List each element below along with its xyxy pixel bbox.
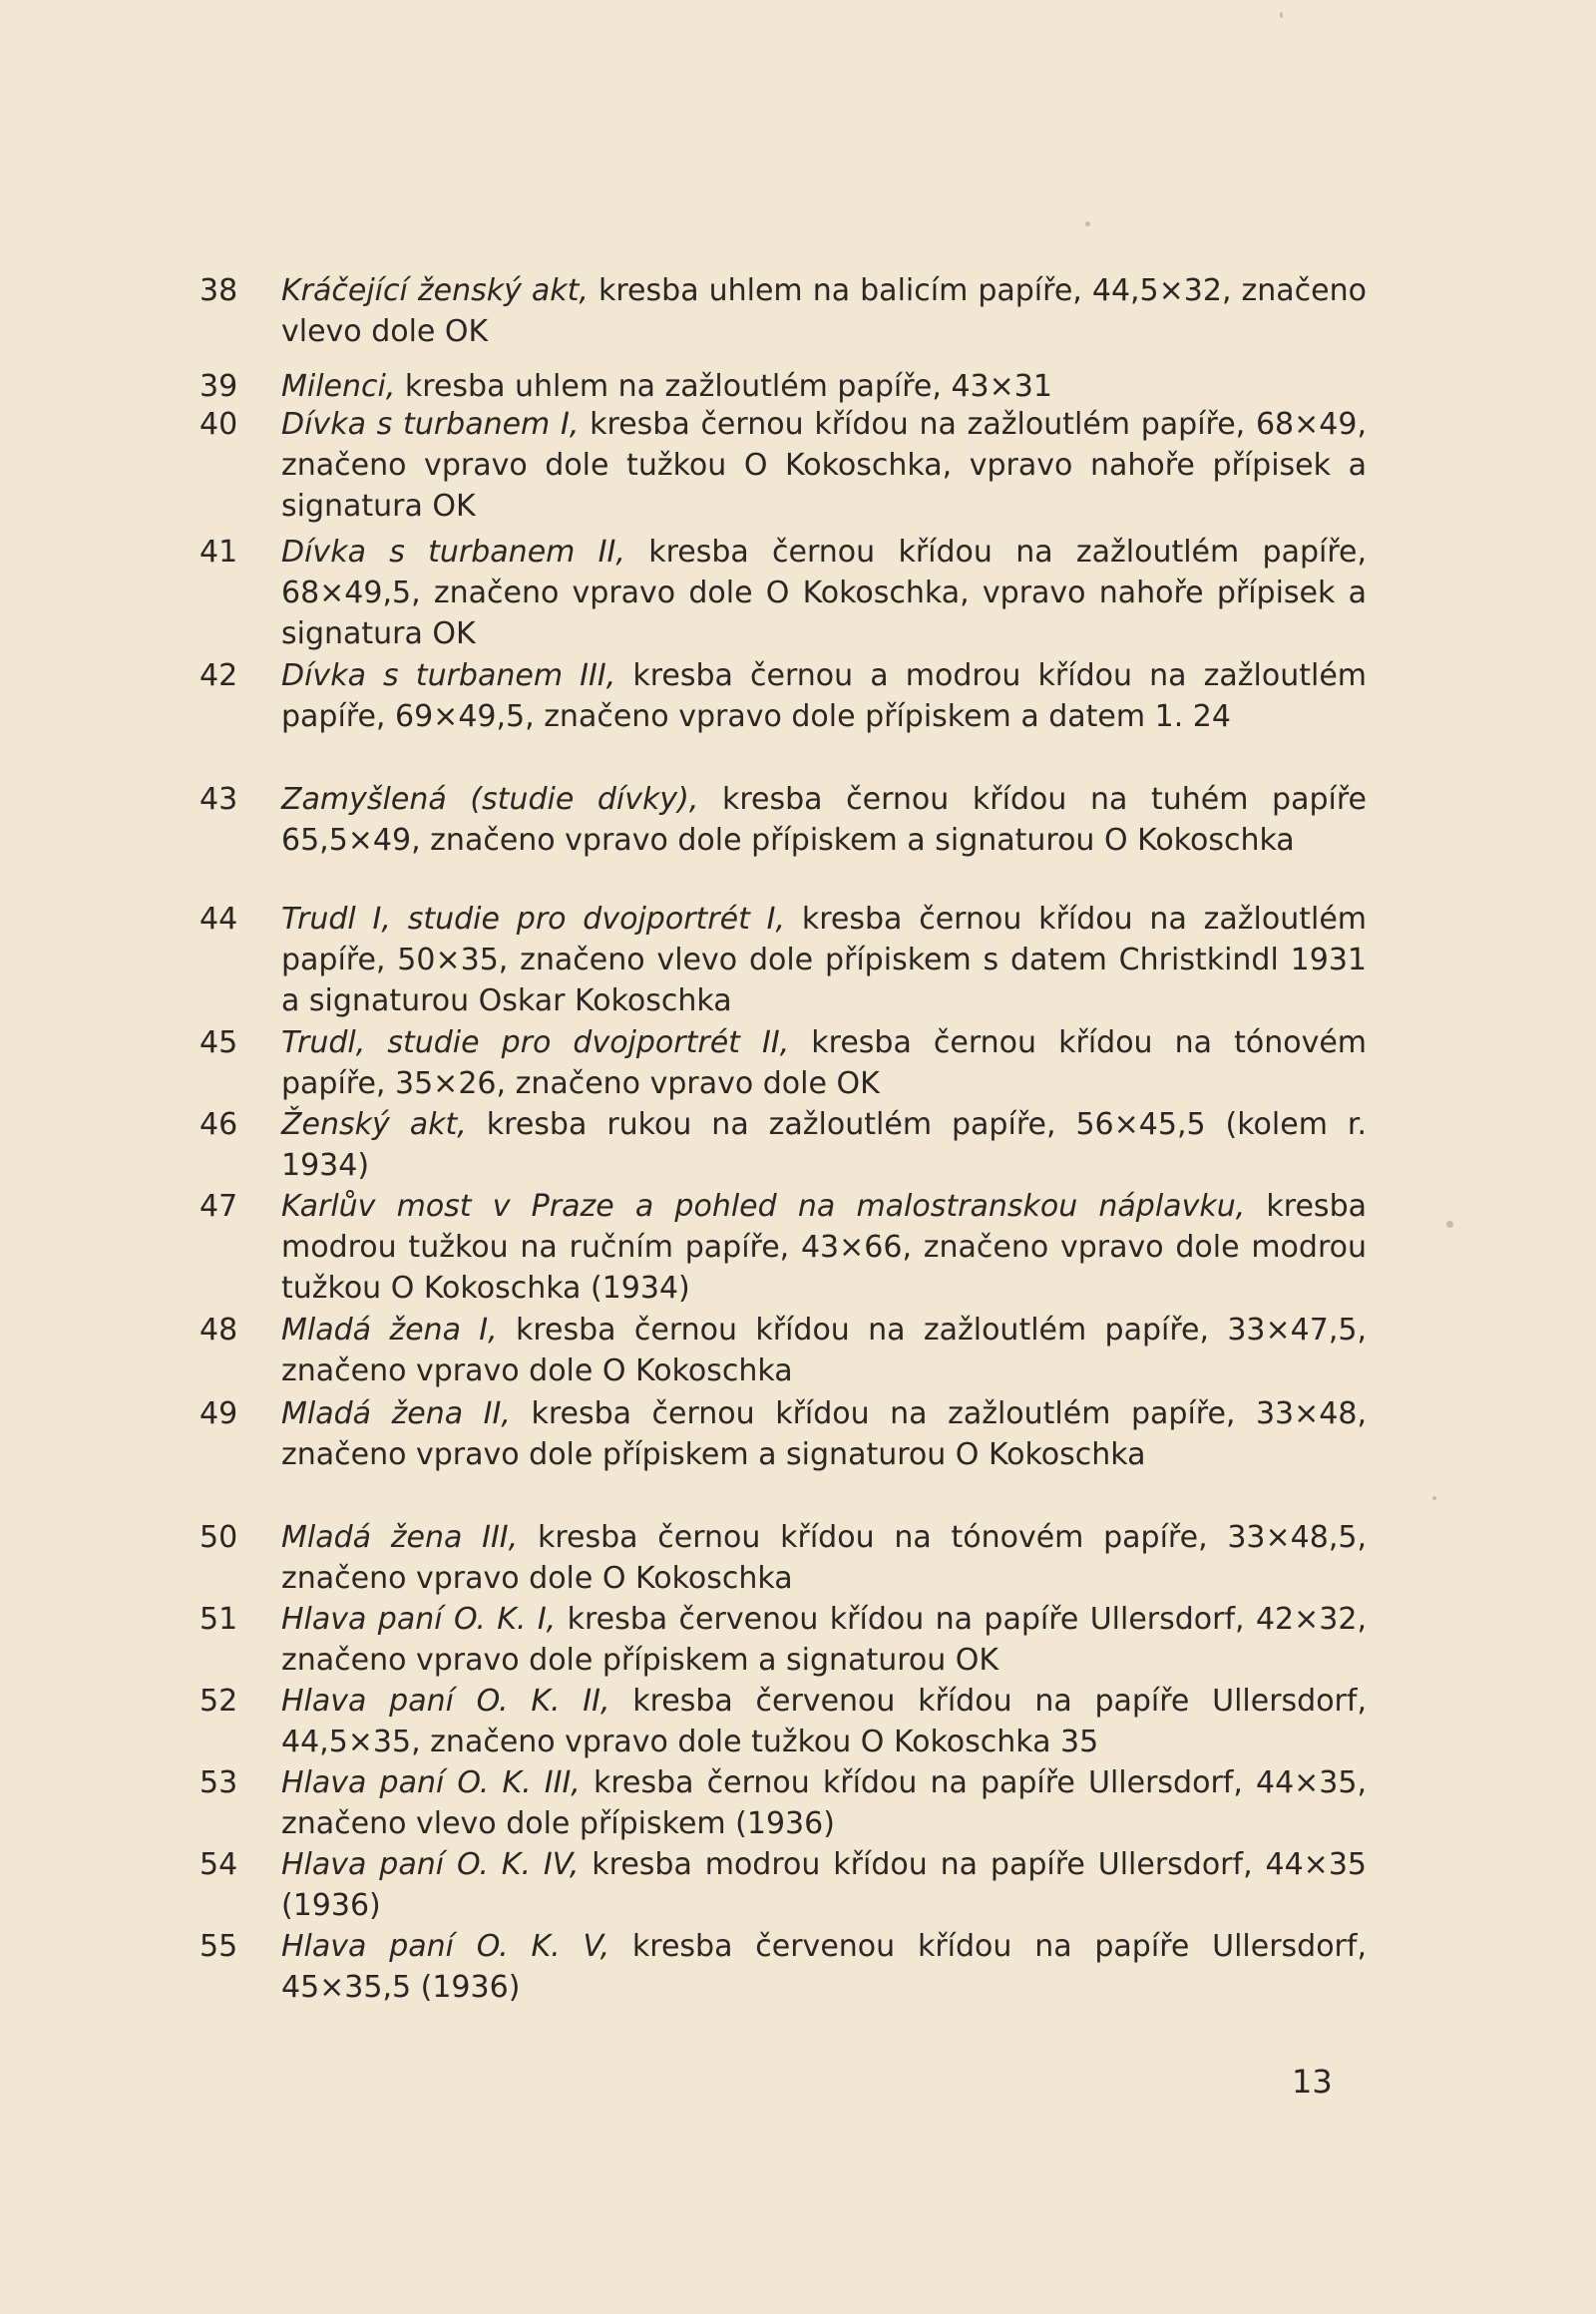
- artwork-description: kresba černou křídou na zažloutlém papíře, 68×49, značeno vpravo dole tužkou O Kokoschka, vpravo nahoře přípisek a signatura OK: [281, 407, 1367, 524]
- artwork-description: kresba červenou křídou na papíře Ullersdorf, 45×35,5 (1936): [281, 1929, 1367, 2005]
- artwork-description: kresba uhlem na balicím papíře, 44,5×32, značeno vlevo dole OK: [281, 273, 1368, 349]
- artwork-description: kresba černou křídou na zažloutlém papíře, 50×35, značeno vlevo dole přípiskem s datem Christkindl 1931 a signaturou Oskar Kokoschka: [281, 902, 1367, 1018]
- entry-number: 49: [200, 1396, 238, 1431]
- artwork-title: Kráčející ženský akt,: [281, 273, 589, 308]
- entry-number: 46: [200, 1107, 238, 1142]
- artwork-title: Mladá žena III,: [281, 1520, 519, 1555]
- entry-number: 48: [200, 1313, 238, 1348]
- artwork-title: Karlův most v Praze a pohled na malostranskou náplavku,: [281, 1189, 1246, 1224]
- catalog-entry: [200, 1518, 1367, 1600]
- entry-number: 53: [200, 1765, 238, 1800]
- catalog-entry: [200, 533, 1367, 656]
- artwork-description: kresba černou křídou na tónovém papíře, 35×26, značeno vpravo dole OK: [281, 1025, 1367, 1101]
- artwork-title: Dívka s turbanem I,: [281, 407, 580, 442]
- artwork-title: Ženský akt,: [281, 1107, 467, 1142]
- paper-speck: [1432, 1496, 1436, 1500]
- artwork-title: Hlava paní O. K. V,: [281, 1929, 610, 1964]
- catalog-entry: [200, 1311, 1367, 1394]
- artwork-description: kresba černou křídou na zažloutlém papíře, 33×48, značeno vpravo dole přípiskem a signaturou O Kokoschka: [281, 1396, 1367, 1472]
- catalog-entry: [200, 656, 1367, 780]
- artwork-title: Mladá žena I,: [281, 1313, 498, 1348]
- catalog-entry: [200, 1682, 1367, 1763]
- catalog-entry: [200, 1763, 1367, 1845]
- catalog-entry: [200, 1105, 1367, 1187]
- catalog-entry: [200, 900, 1367, 1023]
- paper-speck: [1446, 1221, 1453, 1228]
- artwork-description: kresba uhlem na zažloutlém papíře, 43×31: [395, 369, 1052, 404]
- catalog-entry: [200, 1927, 1367, 2009]
- artwork-title: Hlava paní O. K. I,: [281, 1602, 557, 1637]
- catalog-entry: [200, 271, 1367, 367]
- artwork-description: kresba černou křídou na zažloutlém papíře, 33×47,5, značeno vpravo dole O Kokoschka: [281, 1313, 1367, 1388]
- artwork-title: Hlava paní O. K. IV,: [281, 1847, 580, 1882]
- entry-number: 45: [200, 1025, 238, 1060]
- artwork-title: Hlava paní O. K. II,: [281, 1684, 610, 1719]
- artwork-description: kresba modrou tužkou na ručním papíře, 43×66, značeno vpravo dole modrou tužkou O Kokoschka (1934): [281, 1189, 1367, 1306]
- catalog-entry: [200, 405, 1367, 533]
- artwork-title: Dívka s turbanem III,: [281, 658, 616, 693]
- artwork-description: kresba červenou křídou na papíře Ullersdorf, 44,5×35, značeno vpravo dole tužkou O Kokoschka 35: [281, 1684, 1367, 1759]
- entry-number: 51: [200, 1602, 238, 1637]
- catalog-entry: [200, 1187, 1367, 1311]
- entry-number: 54: [200, 1847, 238, 1882]
- page-number: 13: [1292, 2063, 1333, 2101]
- entry-number: 38: [200, 273, 238, 308]
- paper-speck: [1280, 12, 1283, 18]
- entry-number: 41: [200, 535, 238, 570]
- catalog-entry: [200, 1600, 1367, 1682]
- catalog-entry: [200, 367, 1367, 405]
- entry-number: 47: [200, 1189, 238, 1224]
- entry-number: 40: [200, 407, 238, 442]
- entry-number: 50: [200, 1520, 238, 1555]
- artwork-description: kresba modrou křídou na papíře Ullersdorf, 44×35 (1936): [281, 1847, 1367, 1923]
- artwork-title: Milenci,: [281, 369, 396, 404]
- entry-number: 44: [200, 902, 238, 937]
- entry-number: 55: [200, 1929, 238, 1964]
- artwork-description: kresba černou křídou na zažloutlém papíře, 68×49,5, značeno vpravo dole O Kokoschka, vpravo nahoře přípisek a signatura OK: [281, 535, 1367, 651]
- artwork-description: kresba červenou křídou na papíře Ullersdorf, 42×32, značeno vpravo dole přípiskem a signaturou OK: [281, 1602, 1367, 1678]
- artwork-title: Mladá žena II,: [281, 1396, 511, 1431]
- artwork-title: Dívka s turbanem II,: [281, 535, 625, 570]
- catalog-entry: [200, 1394, 1367, 1518]
- artwork-description: kresba černou křídou na tónovém papíře, 33×48,5, značeno vpravo dole O Kokoschka: [281, 1520, 1367, 1596]
- artwork-description: kresba rukou na zažloutlém papíře, 56×45,5 (kolem r. 1934): [281, 1107, 1367, 1183]
- artwork-description: kresba černou křídou na tuhém papíře 65,5×49, značeno vpravo dole přípiskem a signaturou O Kokoschka: [281, 782, 1367, 858]
- paper-speck: [1085, 221, 1090, 226]
- artwork-title: Hlava paní O. K. III,: [281, 1765, 581, 1800]
- entry-number: 43: [200, 782, 238, 817]
- artwork-title: Trudl, studie pro dvojportrét II,: [281, 1025, 790, 1060]
- catalog-list: [200, 271, 1367, 2009]
- artwork-description: kresba černou křídou na papíře Ullersdorf, 44×35, značeno vlevo dole přípiskem (1936): [281, 1765, 1368, 1841]
- entry-number: 52: [200, 1684, 238, 1719]
- entry-number: 39: [200, 369, 238, 404]
- entry-number: 42: [200, 658, 238, 693]
- catalog-entry: [200, 780, 1367, 900]
- catalog-entry: [200, 1023, 1367, 1105]
- artwork-description: kresba černou a modrou křídou na zažloutlém papíře, 69×49,5, značeno vpravo dole přípiskem a datem 1. 24: [281, 658, 1367, 734]
- artwork-title: Trudl I, studie pro dvojportrét I,: [281, 902, 786, 937]
- artwork-title: Zamyšlená (studie dívky),: [281, 782, 699, 817]
- catalog-entry: [200, 1845, 1367, 1927]
